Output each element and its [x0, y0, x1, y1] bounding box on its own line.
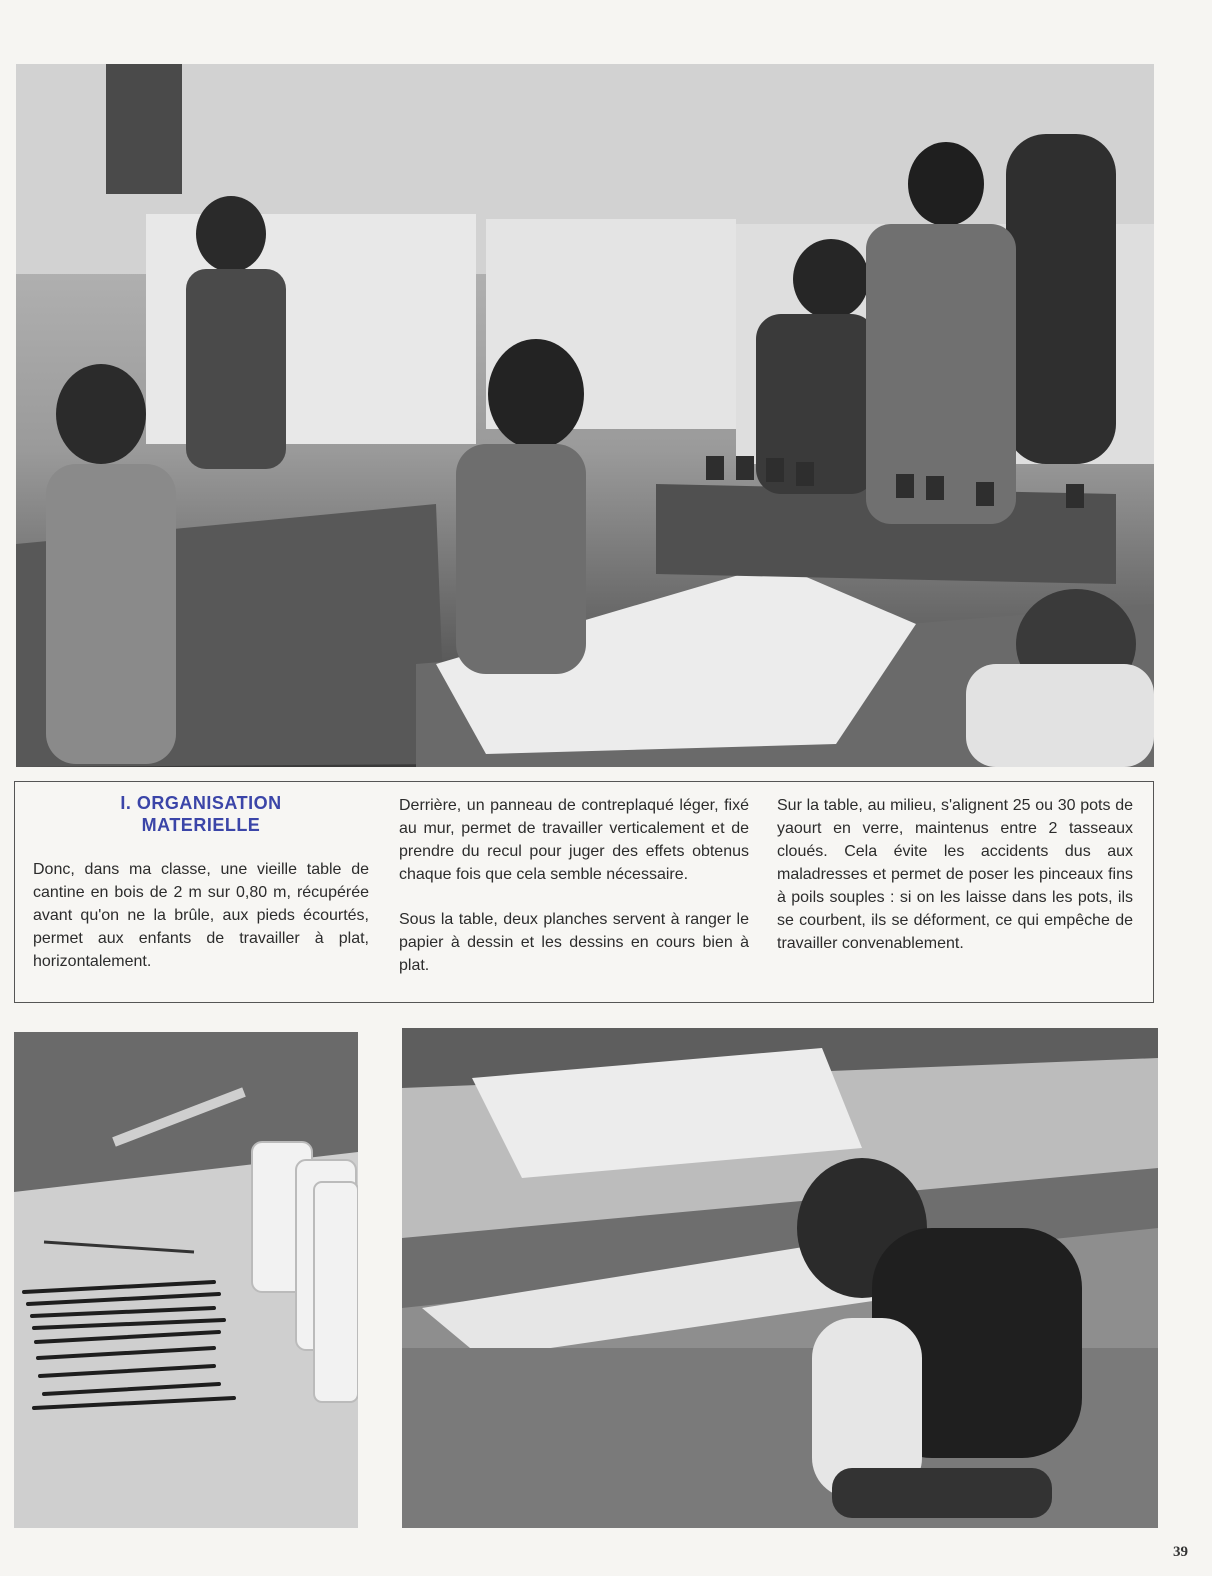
text-column-1 [33, 792, 369, 973]
paragraph: Sous la table, deux planches servent à ranger le papier à dessin et les dessins en cours bien à plat. [399, 911, 749, 974]
text-box [14, 781, 1154, 1003]
section-title [33, 792, 369, 836]
page-number: 39 [1173, 1544, 1188, 1560]
section-title-line-1: I. ORGANISATION [120, 793, 282, 813]
classroom-photo [16, 64, 1154, 767]
child-crouching-photo [402, 1028, 1158, 1528]
paragraph: Sur la table, au milieu, s'alignent 25 ou 30 pots de yaourt en verre, maintenus entre 2 tasseaux cloués. Cela évite les accidents dus aux maladresses et permet de poser les pinceaux fins à poils souples : si on les laisse dans les pots, ils se courbent, ils se déforment, ce qui empêche de travailler convenablement. [777, 797, 1133, 952]
paragraph: Donc, dans ma classe, une vieille table de cantine en bois de 2 m sur 0,80 m, récupérée avant qu'on ne la brûle, aux pieds écourtés, permet aux enfants de travailler à plat, horizontalement. [33, 861, 369, 970]
text-column-2 [399, 794, 749, 977]
paragraph: Derrière, un panneau de contreplaqué léger, fixé au mur, permet de travailler verticalement et de prendre du recul pour juger des effets obtenus chaque fois que cela semble nécessaire. [399, 797, 749, 883]
text-column-3 [777, 794, 1133, 955]
section-title-line-2: MATERIELLE [141, 815, 261, 835]
brushes-photo [14, 1032, 358, 1528]
